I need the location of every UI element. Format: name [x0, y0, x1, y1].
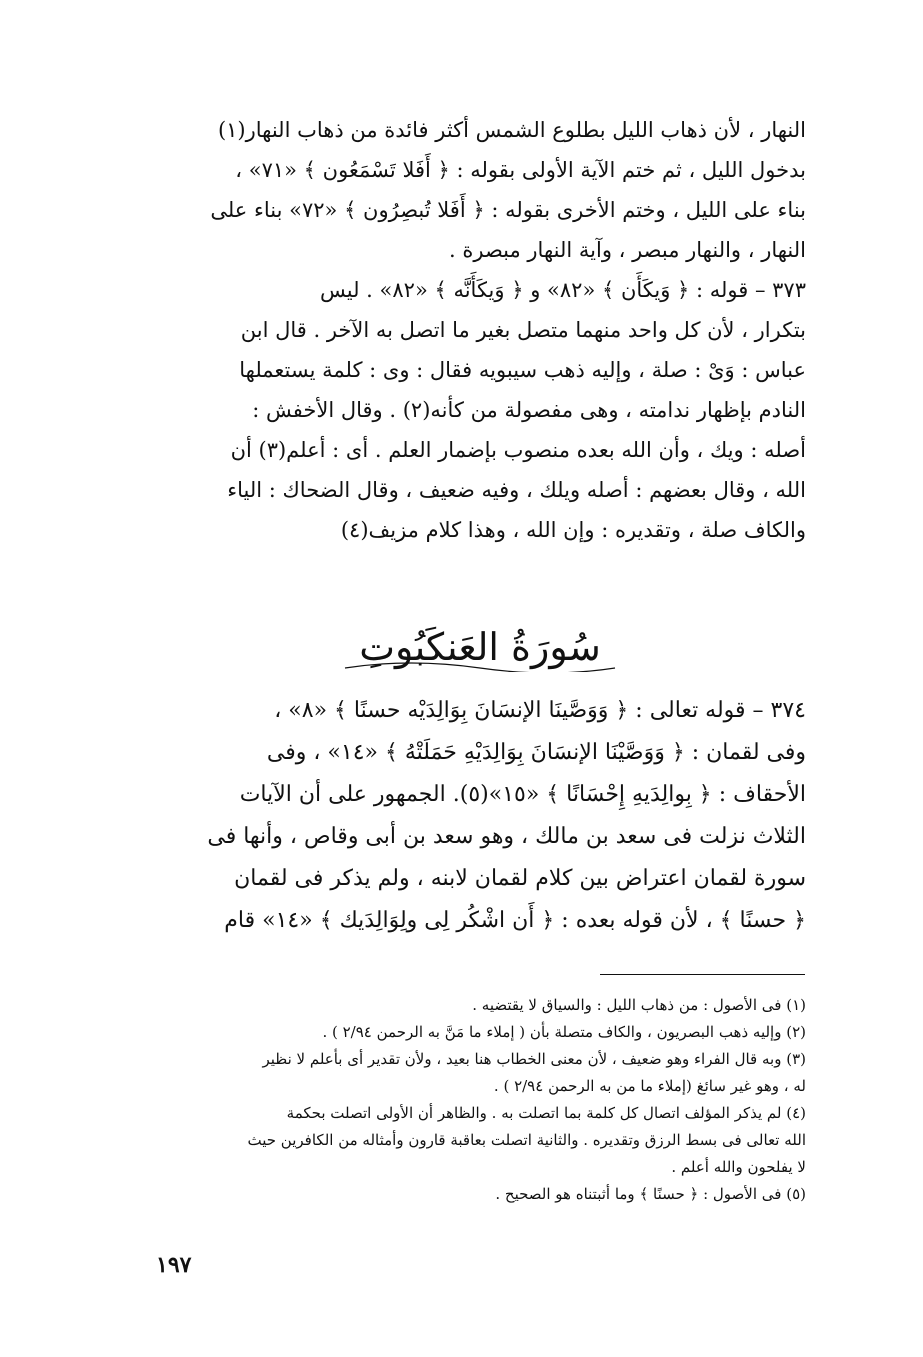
text-line: النهار ، والنهار مبصر ، وآية النهار مبصرة . — [449, 238, 806, 262]
second-text-block — [156, 690, 806, 942]
text-line: أصله : ويك ، وأن الله بعده منصوب بإضمار العلم . أى : أعلم(٣) أن — [230, 438, 806, 462]
footnote-line: (٣) وبه قال الفراء وهو ضعيف ، لأن معنى الخطاب هنا بعيد ، ولأن تقدير أى بأعلم لا نظير — [262, 1050, 806, 1068]
footnote-line: (٢) وإليه ذهب البصريون ، والكاف متصلة بأن ( إملاء ما مَنَّ به الرحمن ٢/٩٤ ) . — [322, 1023, 806, 1041]
text-line: ٣٧٤ – قوله تعالى : ﴿ وَوَصَّينَا الإنسَانَ بِوَالِدَيْه حسنًا ﴾ «٨» ، — [274, 698, 806, 723]
surah-title: سُورَةُ العَنكَبُوتِ — [359, 625, 601, 669]
text-line: ٣٧٣ – قوله : ﴿ وَيكَأَن ﴾ «٨٢» و ﴿ وَيكَأَنَّه ﴾ «٨٢» . ليس — [320, 278, 806, 302]
page-number: ١٩٧ — [156, 1252, 192, 1278]
text-line: بدخول الليل ، ثم ختم الآية الأولى بقوله : ﴿ أَفَلا تَسْمَعُون ﴾ «٧١» ، — [235, 158, 806, 182]
text-line: ﴿ حسنًا ﴾ ، لأن قوله بعده : ﴿ أَن اشْكُر لِى ولِوَالِدَيك ﴾ «١٤» قام — [224, 908, 806, 933]
footnote-line: لا يفلحون والله أعلم . — [671, 1158, 806, 1176]
text-line: وفى لقمان : ﴿ وَوَصَّيْنَا الإنسَانَ بِوَالِدَيْهِ حَمَلَتْهُ ﴾ «١٤» ، وفى — [266, 740, 806, 765]
text-line: الأحقاف : ﴿ بِوالِدَيهِ إِحْسَانًا ﴾ «١٥»(٥). الجمهور على أن الآيات — [239, 782, 806, 807]
footnotes-block — [156, 992, 806, 1208]
main-text-block — [156, 110, 806, 550]
footnote-line: (٥) فى الأصول : ﴿ حسنًا ﴾ وما أثبتناه هو الصحيح . — [495, 1185, 806, 1203]
footnote-separator — [600, 974, 805, 975]
text-line: النادم بإظهار ندامته ، وهى مفصولة من كأنه(٢) . وقال الأخفش : — [252, 398, 806, 422]
footnote-line: (٤) لم يذكر المؤلف اتصال كل كلمة بما اتصلت به . والظاهر أن الأولى اتصلت بحكمة — [286, 1104, 806, 1122]
text-line: بناء على الليل ، وختم الأخرى بقوله : ﴿ أَفَلا تُبصِرُون ﴾ «٧٢» بناء على — [210, 198, 806, 222]
footnote-line: له ، وهو غير سائغ (إملاء ما من به الرحمن ٢/٩٤ ) . — [493, 1077, 806, 1095]
title-ornament — [340, 660, 620, 672]
text-line: الثلاث نزلت فى سعد بن مالك ، وهو سعد بن أبى وقاص ، وأنها فى — [207, 824, 806, 849]
text-line: والكاف صلة ، وتقديره : وإن الله ، وهذا كلام مزيف(٤) — [340, 518, 806, 542]
text-line: عباس : وَىْ : صلة ، وإليه ذهب سيبويه فقال : وى : كلمة يستعملها — [239, 358, 806, 382]
text-line: النهار ، لأن ذهاب الليل بطلوع الشمس أكثر فائدة من ذهاب النهار(١) — [217, 118, 806, 142]
footnote-line: الله تعالى فى بسط الرزق وتقديره . والثانية اتصلت بعاقبة قارون وأمثاله من الكافرين حيث — [247, 1131, 806, 1149]
text-line: سورة لقمان اعتراض بين كلام لقمان لابنه ، ولم يذكر فى لقمان — [234, 866, 806, 891]
text-line: الله ، وقال بعضهم : أصله ويلك ، وفيه ضعيف ، وقال الضحاك : الياء — [227, 478, 806, 502]
footnote-line: (١) فى الأصول : من ذهاب الليل : والسياق لا يقتضيه . — [472, 996, 806, 1014]
text-line: بتكرار ، لأن كل واحد منهما متصل بغير ما اتصل به الآخر . قال ابن — [240, 318, 806, 342]
